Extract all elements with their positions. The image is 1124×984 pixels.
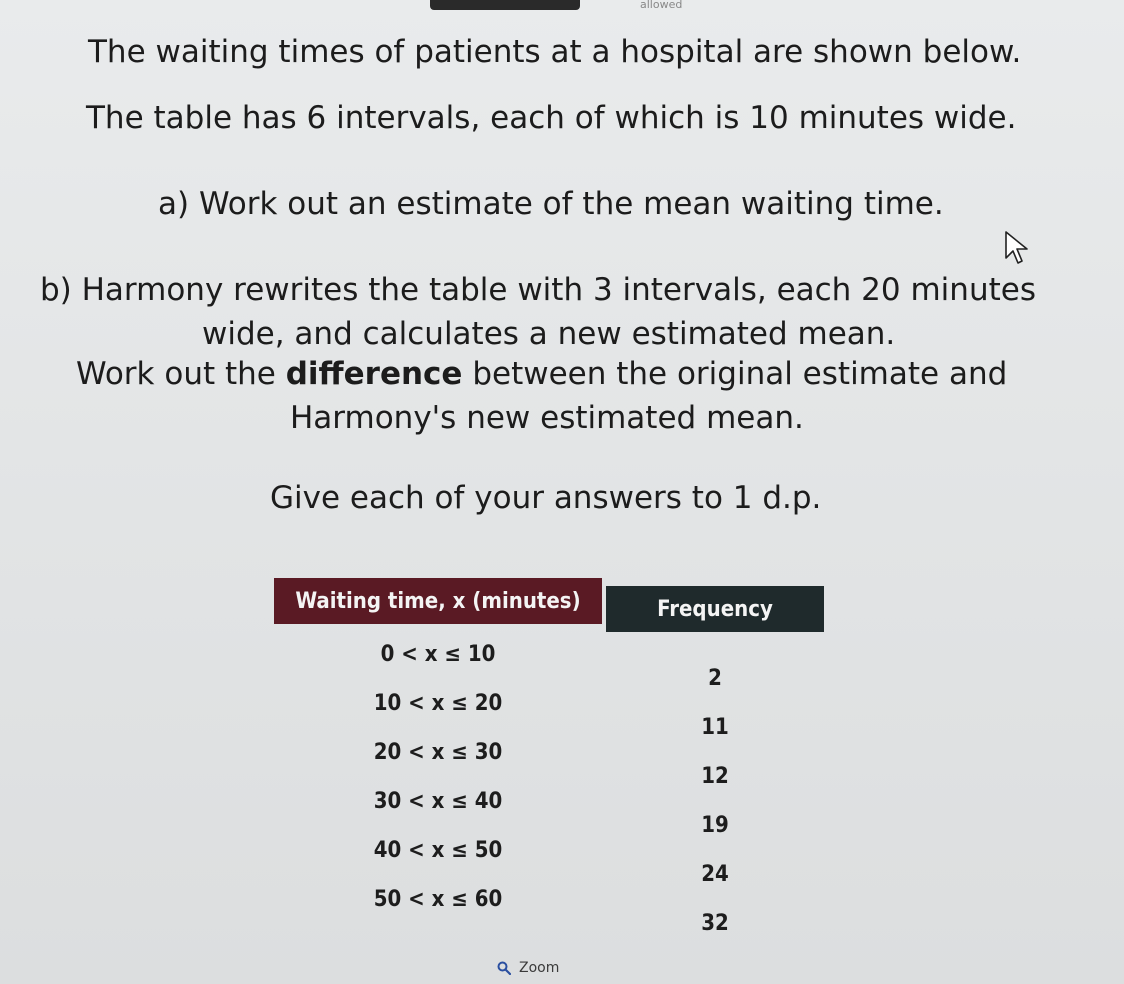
question-part-a: a) Work out an estimate of the mean waiting time. <box>158 186 944 222</box>
header-frequency: Frequency <box>606 586 824 632</box>
part-b-difference-bold: difference <box>285 356 463 392</box>
frequency-cell: 32 <box>701 911 729 936</box>
frequency-cell: 2 <box>708 666 722 691</box>
frequency-cell: 24 <box>701 862 729 887</box>
table-row <box>274 624 824 691</box>
question-instruction: Give each of your answers to 1 d.p. <box>270 480 822 516</box>
part-b-line-3-before: Work out the <box>76 356 276 392</box>
table-row <box>274 887 824 936</box>
question-part-b-line-2: wide, and calculates a new estimated mean. <box>202 316 896 352</box>
interval-cell: 30 < x ≤ 40 <box>373 789 503 814</box>
interval-cell: 50 < x ≤ 60 <box>373 887 503 912</box>
top-toolbar-strip <box>430 0 580 10</box>
frequency-cell: 11 <box>701 715 729 740</box>
frequency-cell: 19 <box>701 813 729 838</box>
header-waiting-time: Waiting time, x (minutes) <box>274 578 602 624</box>
question-part-b-line-3 <box>76 356 1007 392</box>
part-b-line-3-after: between the original estimate and <box>472 356 1008 392</box>
table-row <box>274 838 824 887</box>
table-header-row <box>274 578 824 624</box>
zoom-label: Zoom <box>519 960 560 976</box>
question-intro-line-1: The waiting times of patients at a hospital are shown below. <box>88 34 1022 70</box>
mouse-cursor-icon <box>1004 230 1030 266</box>
interval-cell: 10 < x ≤ 20 <box>373 691 503 716</box>
interval-cell: 40 < x ≤ 50 <box>373 838 503 863</box>
zoom-button[interactable] <box>497 960 559 976</box>
top-label: allowed <box>640 0 683 11</box>
interval-cell: 0 < x ≤ 10 <box>380 642 496 667</box>
interval-cell: 20 < x ≤ 30 <box>373 740 503 765</box>
waiting-time-table <box>270 578 828 936</box>
question-intro-line-2: The table has 6 intervals, each of which is 10 minutes wide. <box>86 100 1017 136</box>
question-part-b-line-4: Harmony's new estimated mean. <box>290 400 804 436</box>
table-row <box>274 789 824 838</box>
table-row <box>274 740 824 789</box>
question-part-b-line-1: b) Harmony rewrites the table with 3 intervals, each 20 minutes <box>40 272 1036 308</box>
table-row <box>274 691 824 740</box>
frequency-cell: 12 <box>701 764 729 789</box>
magnifier-icon <box>497 961 511 975</box>
